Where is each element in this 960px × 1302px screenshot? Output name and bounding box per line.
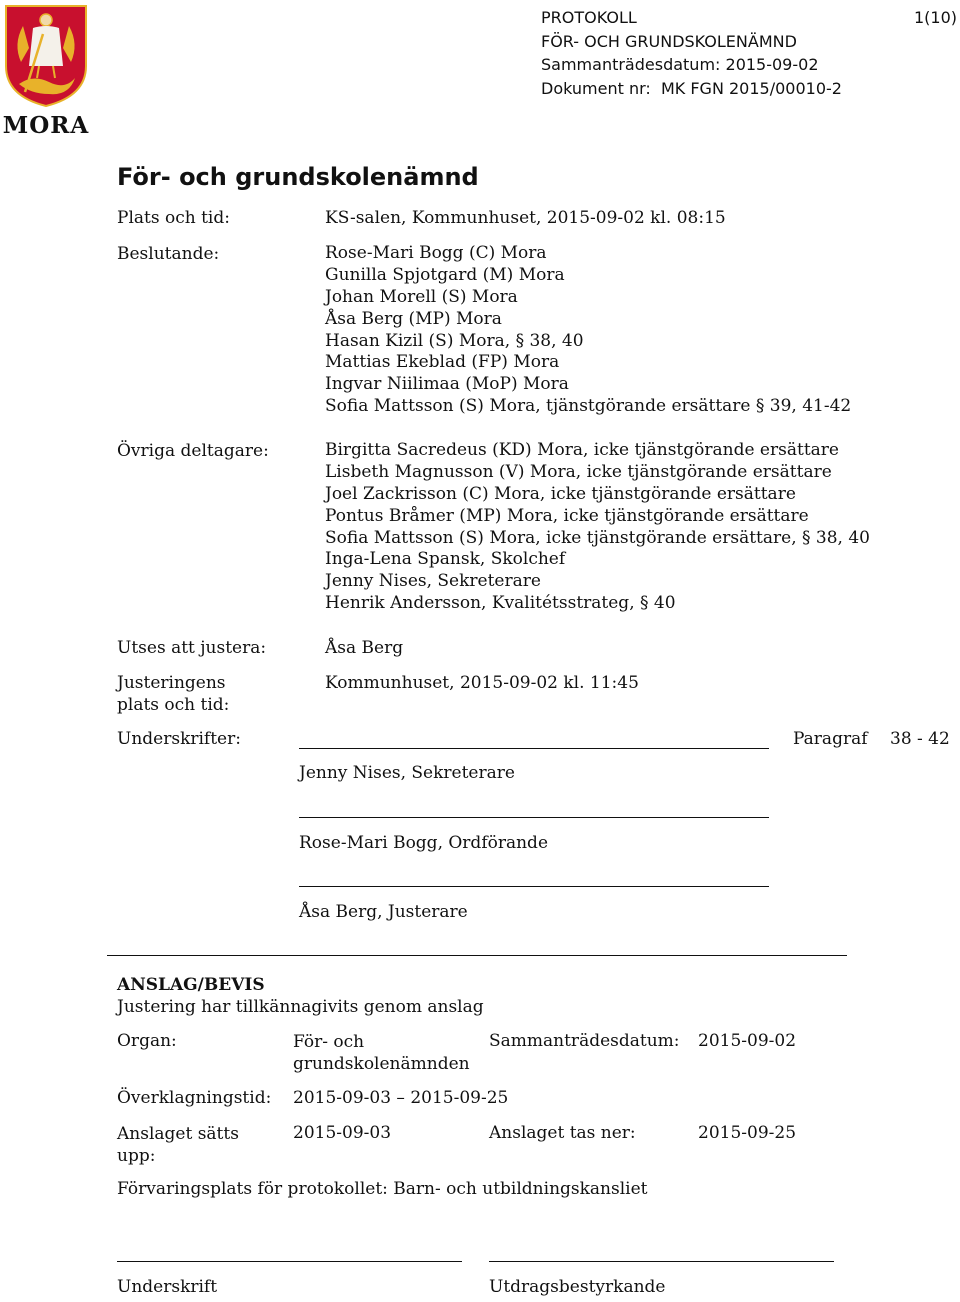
logo-text: MORA — [2, 112, 90, 139]
place-time-value: KS-salen, Kommunhuset, 2015-09-02 kl. 08:15 — [325, 208, 726, 228]
signature-line — [117, 1261, 462, 1262]
notice-heading: ANSLAG/BEVIS — [117, 975, 265, 995]
list-item: Hasan Kizil (S) Mora, § 38, 40 — [325, 330, 584, 351]
adjust-place-label-line1: Justeringens — [117, 673, 226, 693]
deciding-label: Beslutande: — [117, 244, 220, 264]
list-item: Henrik Andersson, Kvalitétsstrateg, § 40 — [325, 593, 676, 614]
place-time-label: Plats och tid: — [117, 208, 230, 228]
paragraph-value: 38 - 42 — [890, 729, 950, 749]
storage-location: Förvaringsplats för protokollet: Barn- och utbildningskansliet — [117, 1179, 648, 1199]
list-item: Pontus Bråmer (MP) Mora, icke tjänstgörande ersättare — [325, 505, 809, 526]
meeting-date-value: 2015-09-02 — [698, 1031, 797, 1051]
certify-line — [489, 1261, 834, 1262]
list-item: Lisbeth Magnusson (V) Mora, icke tjänstgörande ersättare — [325, 461, 832, 482]
list-item: Sofia Mattsson (S) Mora, tjänstgörande ersättare § 39, 41-42 — [325, 396, 852, 417]
list-item: Inga-Lena Spansk, Skolchef — [325, 549, 566, 570]
adjuster-value: Åsa Berg — [325, 638, 404, 658]
mora-coat-of-arms-logo — [3, 4, 89, 108]
list-item: Gunilla Spjotgard (M) Mora — [325, 264, 565, 285]
signature-label: Underskrift — [117, 1277, 218, 1297]
removed-label: Anslaget tas ner: — [489, 1123, 636, 1143]
appeal-period-value: 2015-09-03 – 2015-09-25 — [293, 1088, 509, 1108]
other-participants-list — [325, 440, 870, 615]
page-title: För- och grundskolenämnd — [117, 163, 479, 191]
signer-name: Jenny Nises, Sekreterare — [299, 763, 515, 783]
certification-label: Utdragsbestyrkande — [489, 1277, 666, 1297]
organ-value — [293, 1031, 470, 1075]
list-item: Joel Zackrisson (C) Mora, icke tjänstgörande ersättare — [325, 483, 796, 504]
signer-name: Åsa Berg, Justerare — [299, 902, 468, 922]
list-item: Sofia Mattsson (S) Mora, icke tjänstgörande ersättare, § 38, 40 — [325, 527, 870, 548]
appeal-period-label: Överklagningstid: — [117, 1088, 272, 1108]
signatures-label: Underskrifter: — [117, 729, 241, 749]
paragraph-label: Paragraf — [793, 729, 868, 749]
adjust-place-value: Kommunhuset, 2015-09-02 kl. 11:45 — [325, 673, 639, 693]
list-item: Åsa Berg (MP) Mora — [325, 308, 502, 329]
signature-line — [299, 748, 769, 749]
organ-value-line1: För- och — [293, 1032, 365, 1052]
posted-label-line2: upp: — [117, 1146, 156, 1166]
organ-label: Organ: — [117, 1031, 177, 1051]
document-number: Dokument nr: MK FGN 2015/00010-2 — [541, 78, 842, 98]
list-item: Birgitta Sacredeus (KD) Mora, icke tjänstgörande ersättare — [325, 440, 839, 460]
signature-line — [299, 817, 769, 818]
organ-value-line2: grundskolenämnden — [293, 1054, 470, 1074]
signer-name: Rose-Mari Bogg, Ordförande — [299, 833, 548, 853]
adjust-place-label — [117, 673, 229, 716]
deciding-members-list — [325, 243, 851, 418]
document-header-block — [541, 6, 842, 100]
list-item: Mattias Ekeblad (FP) Mora — [325, 352, 560, 373]
other-participants-label: Övriga deltagare: — [117, 441, 269, 461]
adjuster-label: Utses att justera: — [117, 638, 267, 658]
document-type: PROTOKOLL — [541, 8, 637, 27]
list-item: Jenny Nises, Sekreterare — [325, 571, 541, 592]
meeting-date-label: Sammanträdesdatum: — [489, 1031, 680, 1051]
signature-line — [299, 886, 769, 887]
meeting-date: Sammanträdesdatum: 2015-09-02 — [541, 55, 819, 74]
committee-name: FÖR- OCH GRUNDSKOLENÄMND — [541, 31, 797, 51]
posted-value: 2015-09-03 — [293, 1123, 392, 1143]
removed-value: 2015-09-25 — [698, 1123, 797, 1143]
posted-label — [117, 1123, 239, 1167]
list-item: Johan Morell (S) Mora — [325, 286, 518, 307]
adjust-place-label-line2: plats och tid: — [117, 694, 230, 715]
section-divider — [107, 955, 847, 956]
page-indicator: 1(10) — [914, 8, 958, 27]
list-item: Ingvar Niilimaa (MoP) Mora — [325, 374, 569, 395]
list-item: Rose-Mari Bogg (C) Mora — [325, 243, 547, 263]
notice-subheading: Justering har tillkännagivits genom anslag — [117, 997, 484, 1017]
posted-label-line1: Anslaget sätts — [117, 1124, 239, 1144]
